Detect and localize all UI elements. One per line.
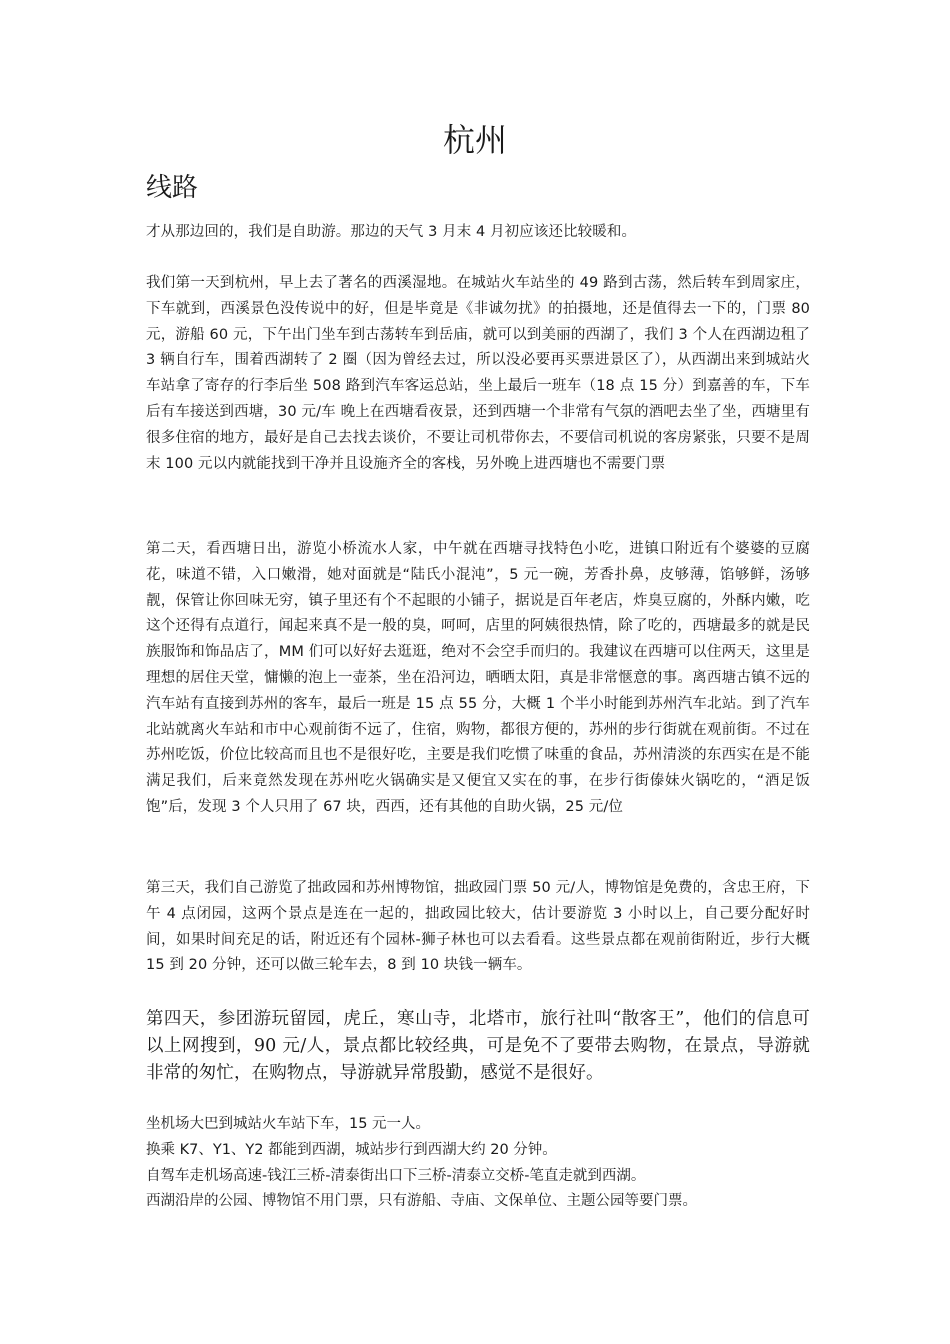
paragraph-day-three: 第三天，我们自己游览了拙政园和苏州博物馆，拙政园门票 50 元/人，博物馆是免费的，含忠王府，下午 4 点闭园，这两个景点是连在一起的，拙政园比较大，估计要游览 3 小时以上，自己要分配好时间，如果时间充足的话，附近还有个园林-狮子林也可以去看看。这些景点都在观前街附近，步行大概 15 到 20 分钟，还可以做三轮车去，8 到 10 块钱一辆车。: [146, 880, 810, 974]
transport-notes: [146, 1112, 826, 1215]
transport-note-bus-transfer: 换乘 K7、Y1、Y2 都能到西湖，城站步行到西湖大约 20 分钟。: [146, 1141, 557, 1158]
paragraph-day-one: 我们第一天到杭州，早上去了著名的西溪湿地。在城站火车站坐的 49 路到古荡，然后转车到周家庄，下车就到，西溪景色没传说中的好，但是毕竟是《非诚勿扰》的拍摄地，还是值得去一下的，门票 80 元，游船 60 元，下午出门坐车到古荡转车到岳庙，就可以到美丽的西湖了，我们 3 个人在西湖边租了 3 辆自行车，围着西湖转了 2 圈（因为曾经去过，所以没必要再买票进景区了），从西湖出来到城站火车站拿了寄存的行李后坐 508 路到汽车客运总站，坐上最后一班车（18 点 15 分）到嘉善的车，下车后有车接送到西塘，30 元/车 晚上在西塘看夜景，还到西塘一个非常有气氛的酒吧去坐了坐，西塘里有很多住宿的地方，最好是自己去找去谈价，不要让司机带你去，不要信司机说的客房紧张，只要不是周末 100 元以内就能找到干净并且设施齐全的客栈，另外晚上进西塘也不需要门票: [146, 275, 810, 472]
transport-note-self-drive: 自驾车走机场高速-钱江三桥-清泰街出口下三桥-清泰立交桥-笔直走就到西湖。: [146, 1167, 646, 1184]
section-heading-route: 线路: [146, 173, 199, 203]
document-title: 杭州: [442, 121, 507, 159]
transport-note-tickets: 西湖沿岸的公园、博物馆不用门票，只有游船、寺庙、文保单位、主题公园等要门票。: [146, 1193, 697, 1210]
transport-note-airport-bus: 坐机场大巴到城站火车站下车，15 元一人。: [146, 1116, 431, 1132]
paragraph-day-four: 第四天，参团游玩留园，虎丘，寒山寺，北塔市，旅行社叫“散客王”，他们的信息可以上网搜到，90 元/人，景点都比较经典，可是免不了要带去购物，在景点，导游就非常的匆忙，在购物点，导游就异常殷勤，感觉不是很好。: [146, 1009, 810, 1083]
paragraph-intro: 才从那边回的，我们是自助游。那边的天气 3 月末 4 月初应该还比较暖和。: [146, 224, 637, 240]
paragraph-day-two: 第二天，看西塘日出，游览小桥流水人家，中午就在西塘寻找特色小吃，进镇口附近有个婆婆的豆腐花，味道不错，入口嫩滑，她对面就是“陆氏小混沌”，5 元一碗，芳香扑鼻，皮够薄，馅够鲜，汤够靓，保管让你回味无穷，镇子里还有个不起眼的小铺子，据说是百年老店，炸臭豆腐的，外酥内嫩，吃这个还得有点道行，闻起来真不是一般的臭，呵呵，店里的阿姨很热情，除了吃的，西塘最多的就是民族服饰和饰品店了，MM 们可以好好去逛逛，绝对不会空手而归的。我建议在西塘可以住两天，这里是理想的居住天堂，慵懒的泡上一壶茶，坐在沿河边，晒晒太阳，真是非常惬意的事。离西塘古镇不远的汽车站有直接到苏州的客车，最后一班是 15 点 55 分，大概 1 个半小时能到苏州汽车北站。到了汽车北站就离火车站和市中心观前街不远了，住宿，购物，都很方便的，苏州的步行街就在观前街。不过在苏州吃饭，价位比较高而且也不是很好吃，主要是我们吃惯了味重的食品，苏州清淡的东西实在是不能满足我们，后来竟然发现在苏州吃火锅确实是又便宜又实在的事，在步行街傣妹火锅吃的，“酒足饭饱”后，发现 3 个人只用了 67 块，西西，还有其他的自助火锅，25 元/位: [146, 541, 810, 815]
